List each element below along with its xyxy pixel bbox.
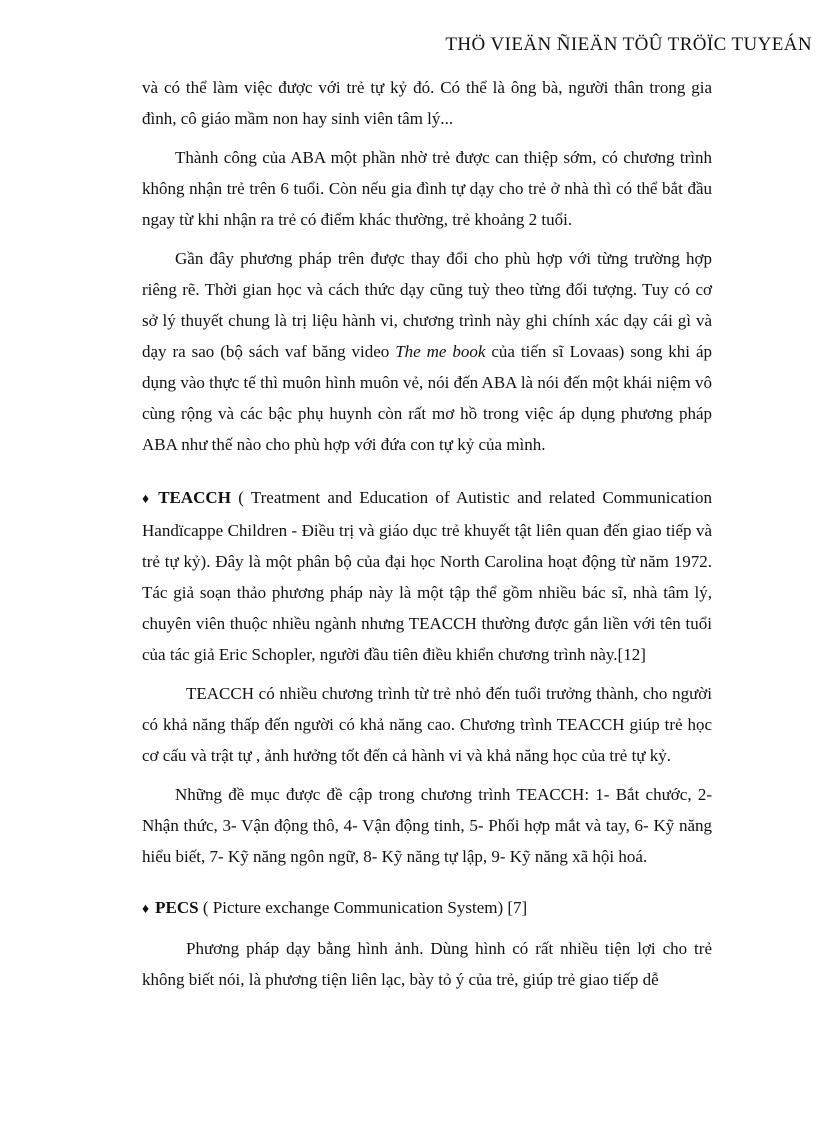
paragraph-aba-success: Thành công của ABA một phần nhờ trẻ được can thiệp sớm, có chương trình không nhận trẻ trên 6 tuổi. Còn nếu gia đình tự dạy cho trẻ ở nhà thì có thể bắt đầu ngay từ khi nhận ra trẻ có điểm khác thường, trẻ khoảng 2 tuổi. (142, 148, 712, 229)
section-teacch-intro: ( Treatment and Education of Autistic and related Communication Handïcappe Children - Điều trị và giáo dục trẻ khuyết tật liên quan đến giao tiếp và trẻ tự kỷ). Đây là một phân bộ của đại học North Carolina hoạt động từ năm 1972. Tác giả soạn thảo phương pháp này là một tập thể gồm nhiều bác sĩ, nhà tâm lý, chuyên viên thuộc nhiều ngành nhưng TEACCH thường được gắn liền với tên tuổi của tác giả Eric Schopler, người đầu tiên điều khiển chương trình này.[12] (142, 488, 712, 664)
paragraph-pecs-method: Phương pháp dạy bằng hình ảnh. Dùng hình có rất nhiều tiện lợi cho trẻ không biết nói, là phương tiện liên lạc, bày tỏ ý của trẻ, giúp trẻ giao tiếp dễ (142, 939, 712, 989)
page-header: THÖ VIEÄN ÑIEÄN TÖÛ TRÖÏC TUYEÁN (445, 34, 812, 55)
paragraph-aba-recent-text-1: Gần đây phương pháp trên được thay đổi cho phù hợp với từng trường hợp riêng rẽ. Thời gian học và cách thức dạy cũng tuỳ theo từng đối tượng. Tuy có cơ sở lý thuyết chung là trị liệu hành vi, chương trình này ghi chính xác dạy cái gì và dạy ra sao (bộ sách vaf băng video (142, 249, 712, 361)
paragraph-teacch-programs: TEACCH có nhiều chương trình từ trẻ nhỏ đến tuổi trưởng thành, cho người có khả năng thấp đến người có khả năng cao. Chương trình TEACCH giúp trẻ học cơ cấu và trật tự , ảnh hưởng tốt đến cả hành vi và khả năng học của trẻ tự kỷ. (142, 684, 712, 765)
paragraph-aba-recent (142, 243, 712, 460)
section-title-pecs: PECS (155, 898, 199, 917)
section-teacch (142, 482, 712, 670)
book-title: The me book (395, 342, 486, 361)
paragraph-continuation: và có thể làm việc được với trẻ tự kỷ đó. Có thể là ông bà, người thân trong gia đình, cô giáo mầm non hay sinh viên tâm lý... (142, 78, 712, 128)
paragraph-teacch-topics: Những đề mục được đề cập trong chương trình TEACCH: 1- Bắt chước, 2- Nhận thức, 3- Vận động thô, 4- Vận động tinh, 5- Phối hợp mắt và tay, 6- Kỹ năng hiểu biết, 7- Kỹ năng ngôn ngữ, 8- Kỹ năng tự lập, 9- Kỹ năng xã hội hoá. (142, 785, 712, 866)
document-body (142, 72, 712, 995)
diamond-bullet-icon: ♦ (142, 902, 150, 917)
section-pecs-intro: ( Picture exchange Communication System) [7] (198, 898, 528, 917)
section-title-teacch: TEACCH (158, 488, 231, 507)
section-pecs (142, 892, 712, 925)
diamond-bullet-icon: ♦ (142, 492, 153, 507)
paragraph-aba-recent-text-2: của tiến sĩ Lovaas) song khi áp dụng vào thực tế thì muôn hình muôn vẻ, nói đến ABA là nói đến một khái niệm vô cùng rộng và các bậc phụ huynh còn rất mơ hồ trong việc áp dụng phương pháp ABA như thế nào cho phù hợp với đứa con tự kỷ của mình. (142, 342, 712, 454)
